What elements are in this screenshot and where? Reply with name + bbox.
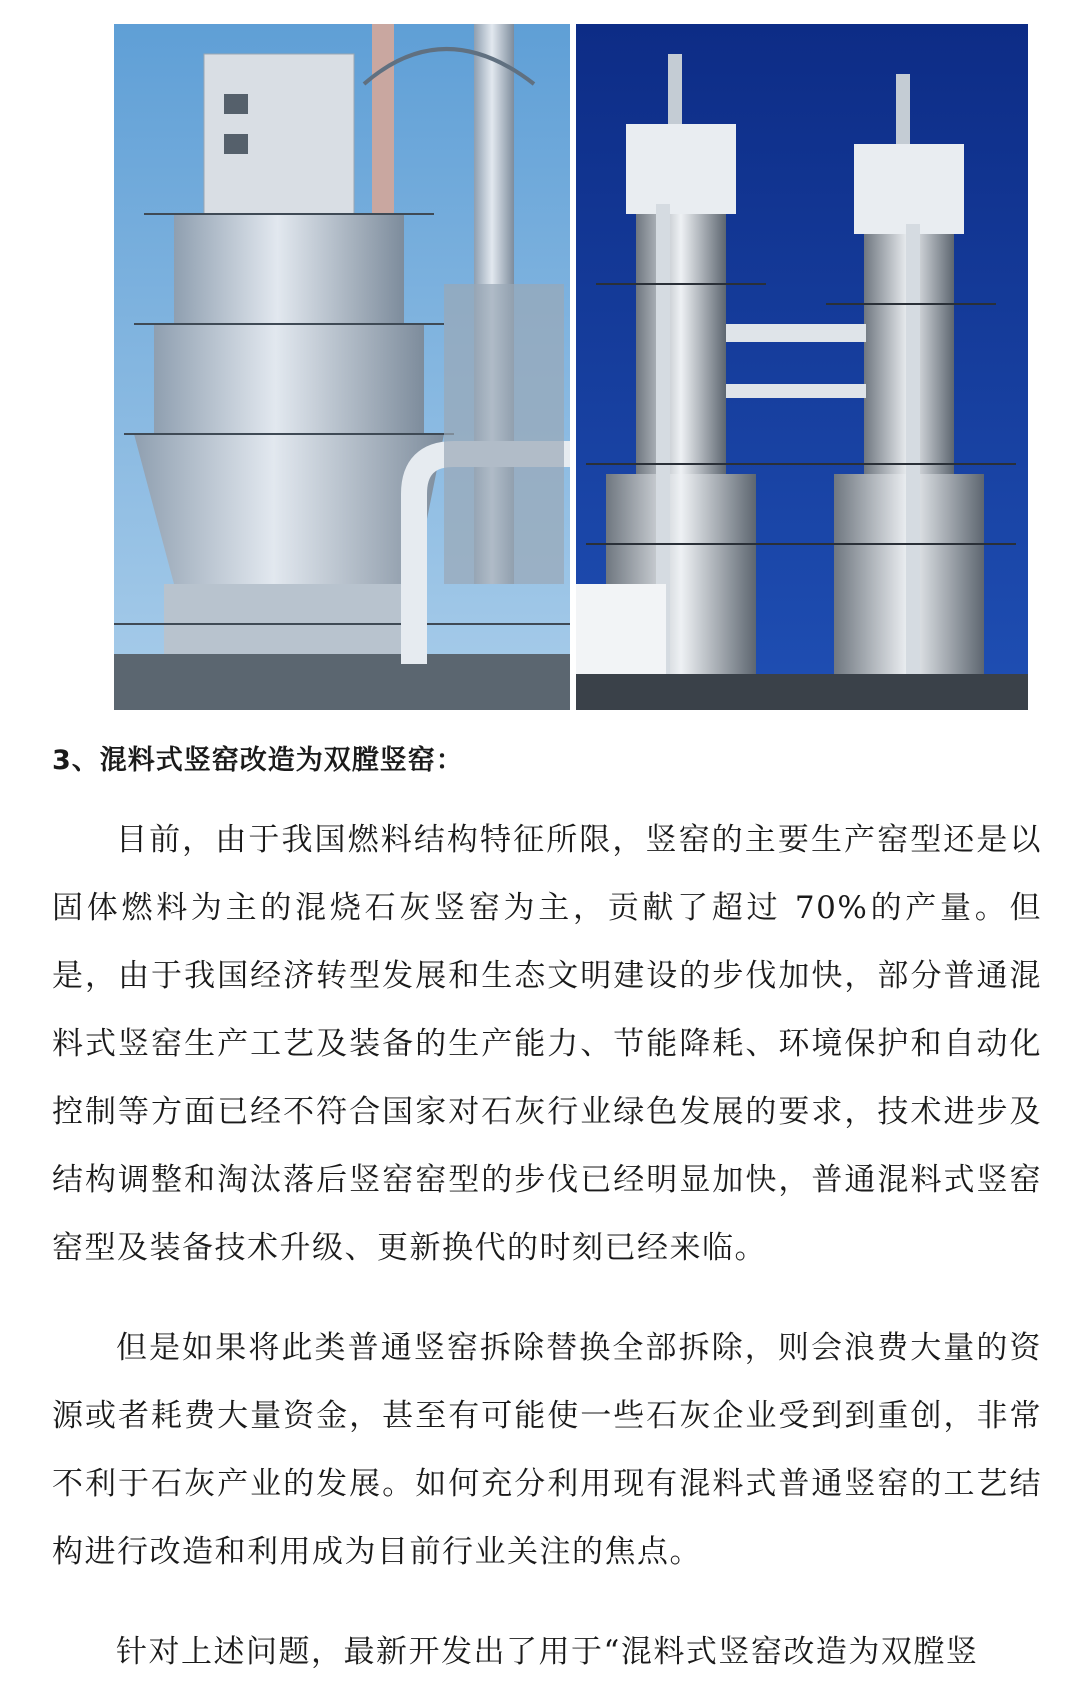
kiln-photo-left [114,24,570,710]
body-paragraph-2: 但是如果将此类普通竖窑拆除替换全部拆除，则会浪费大量的资源或者耗费大量资金，甚至有可能使一些石灰企业受到到重创，非常不利于石灰产业的发展。如何充分利用现有混料式普通竖窑的工艺结构进行改造和利用成为目前行业关注的焦点。 [52,1330,1042,1570]
twin-kiln-illustration [576,24,1028,710]
section-heading: 3、混料式竖窑改造为双膛竖窑： [52,745,464,776]
photo-row [0,0,1088,710]
kiln-photo-right [576,24,1028,710]
body-paragraph-3: 针对上述问题，最新开发出了用于“混料式竖窑改造为双膛竖 [116,1634,979,1670]
kiln-tower-illustration [114,24,570,710]
body-paragraph-1: 目前，由于我国燃料结构特征所限，竖窑的主要生产窑型还是以固体燃料为主的混烧石灰竖窑为主，贡献了超过 70%的产量。但是，由于我国经济转型发展和生态文明建设的步伐加快，部分普通混料式竖窑生产工艺及装备的生产能力、节能降耗、环境保护和自动化控制等方面已经不符合国家对石灰行业绿色发展的要求，技术进步及结构调整和淘汰落后竖窑窑型的步伐已经明显加快，普通混料式竖窑窑型及装备技术升级、更新换代的时刻已经来临。 [52,822,1042,1266]
